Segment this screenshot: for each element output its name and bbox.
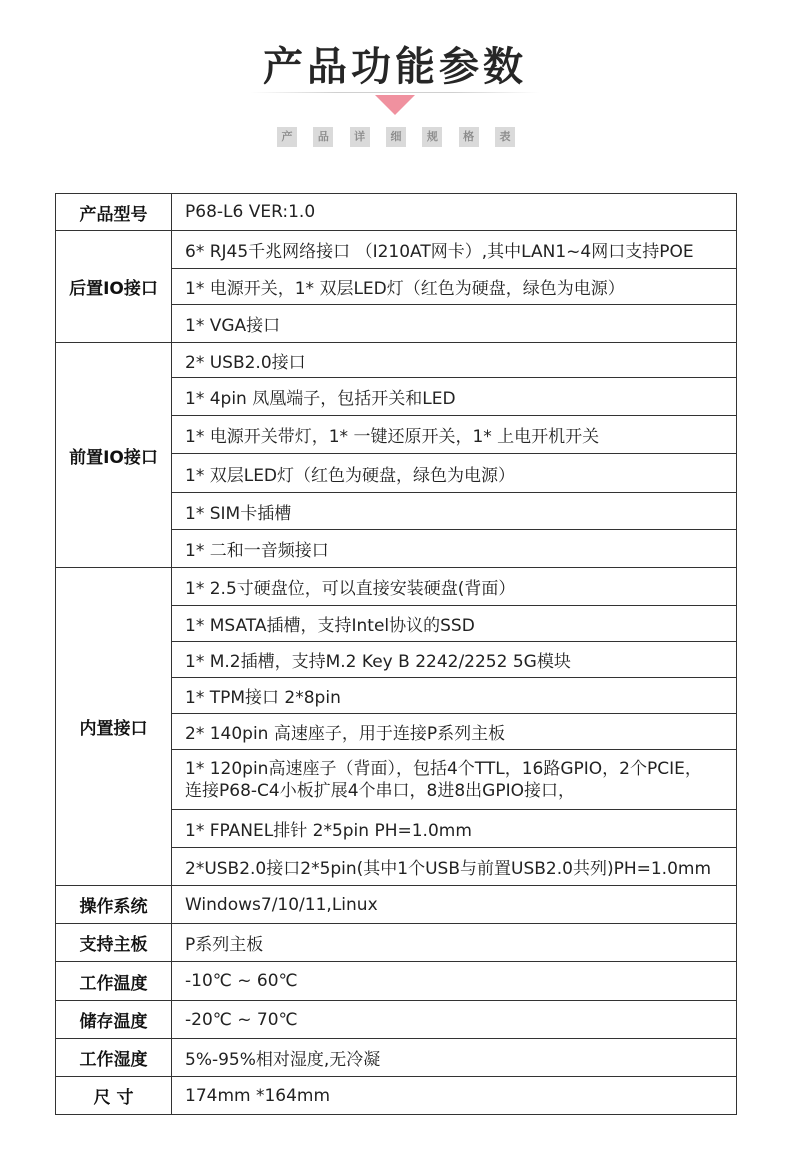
page-title: 产品功能参数 [263, 44, 527, 90]
row-value: 2* 140pin 高速座子，用于连接P系列主板 [172, 714, 737, 750]
row-label: 储存温度 [56, 1001, 172, 1039]
table-row [56, 1077, 737, 1115]
row-value-line: 1* 120pin高速座子（背面），包括4个TTL，16路GPIO，2个PCIE， [185, 758, 702, 779]
row-value: 1* TPM接口 2*8pin [172, 678, 737, 714]
spec-table [55, 193, 737, 1115]
down-arrow-icon [375, 95, 415, 115]
row-value: 1* MSATA插槽，支持Intel协议的SSD [172, 606, 737, 642]
row-label: 支持主板 [56, 924, 172, 962]
table-row [56, 1039, 737, 1077]
subtitle-char: 产 [277, 127, 297, 147]
row-value: 1* 电源开关带灯，1* 一键还原开关，1* 上电开机开关 [172, 416, 737, 454]
row-value: 1* FPANEL排针 2*5pin PH=1.0mm [172, 810, 737, 848]
table-row [56, 343, 737, 378]
row-value: 174mm *164mm [172, 1077, 737, 1115]
row-label: 尺 寸 [56, 1077, 172, 1115]
row-value [172, 750, 737, 810]
subtitle-char: 规 [422, 127, 442, 147]
row-value: 1* 双层LED灯（红色为硬盘，绿色为电源） [172, 454, 737, 493]
row-label: 前置IO接口 [56, 343, 172, 568]
subtitle [277, 127, 515, 147]
row-value: 1* 电源开关，1* 双层LED灯（红色为硬盘，绿色为电源） [172, 269, 737, 305]
row-label: 内置接口 [56, 568, 172, 886]
table-row [56, 231, 737, 269]
row-label: 工作湿度 [56, 1039, 172, 1077]
row-value: 1* M.2插槽，支持M.2 Key B 2242/2252 5G模块 [172, 642, 737, 678]
table-row [56, 568, 737, 606]
row-value: 1* SIM卡插槽 [172, 493, 737, 530]
row-value: Windows7/10/11,Linux [172, 886, 737, 924]
table-row [56, 924, 737, 962]
subtitle-char: 品 [313, 127, 333, 147]
row-value: 2* USB2.0接口 [172, 343, 737, 378]
table-row [56, 886, 737, 924]
row-value: 1* VGA接口 [172, 305, 737, 343]
row-value: 2*USB2.0接口2*5pin(其中1个USB与前置USB2.0共列)PH=1.0mm [172, 848, 737, 886]
table-row [56, 1001, 737, 1039]
row-label: 后置IO接口 [56, 231, 172, 343]
row-value: P系列主板 [172, 924, 737, 962]
row-value: -20℃ ~ 70℃ [172, 1001, 737, 1039]
subtitle-char: 详 [350, 127, 370, 147]
row-value: 1* 2.5寸硬盘位，可以直接安装硬盘(背面） [172, 568, 737, 606]
row-value: 1* 二和一音频接口 [172, 530, 737, 568]
row-value: -10℃ ~ 60℃ [172, 962, 737, 1001]
row-value: 6* RJ45千兆网络接口 （I210AT网卡）,其中LAN1~4网口支持POE [172, 231, 737, 269]
row-value-line: 连接P68-C4小板扩展4个串口，8进8出GPIO接口， [185, 780, 575, 801]
subtitle-char: 表 [495, 127, 515, 147]
title-divider [250, 92, 540, 93]
row-label: 产品型号 [56, 194, 172, 231]
subtitle-char: 格 [459, 127, 479, 147]
row-value: 5%-95%相对湿度,无冷凝 [172, 1039, 737, 1077]
table-row [56, 962, 737, 1001]
row-value: 1* 4pin 凤凰端子，包括开关和LED [172, 378, 737, 416]
table-row [56, 194, 737, 231]
row-label: 工作温度 [56, 962, 172, 1001]
row-label: 操作系统 [56, 886, 172, 924]
subtitle-char: 细 [386, 127, 406, 147]
row-value: P68-L6 VER:1.0 [172, 194, 737, 231]
